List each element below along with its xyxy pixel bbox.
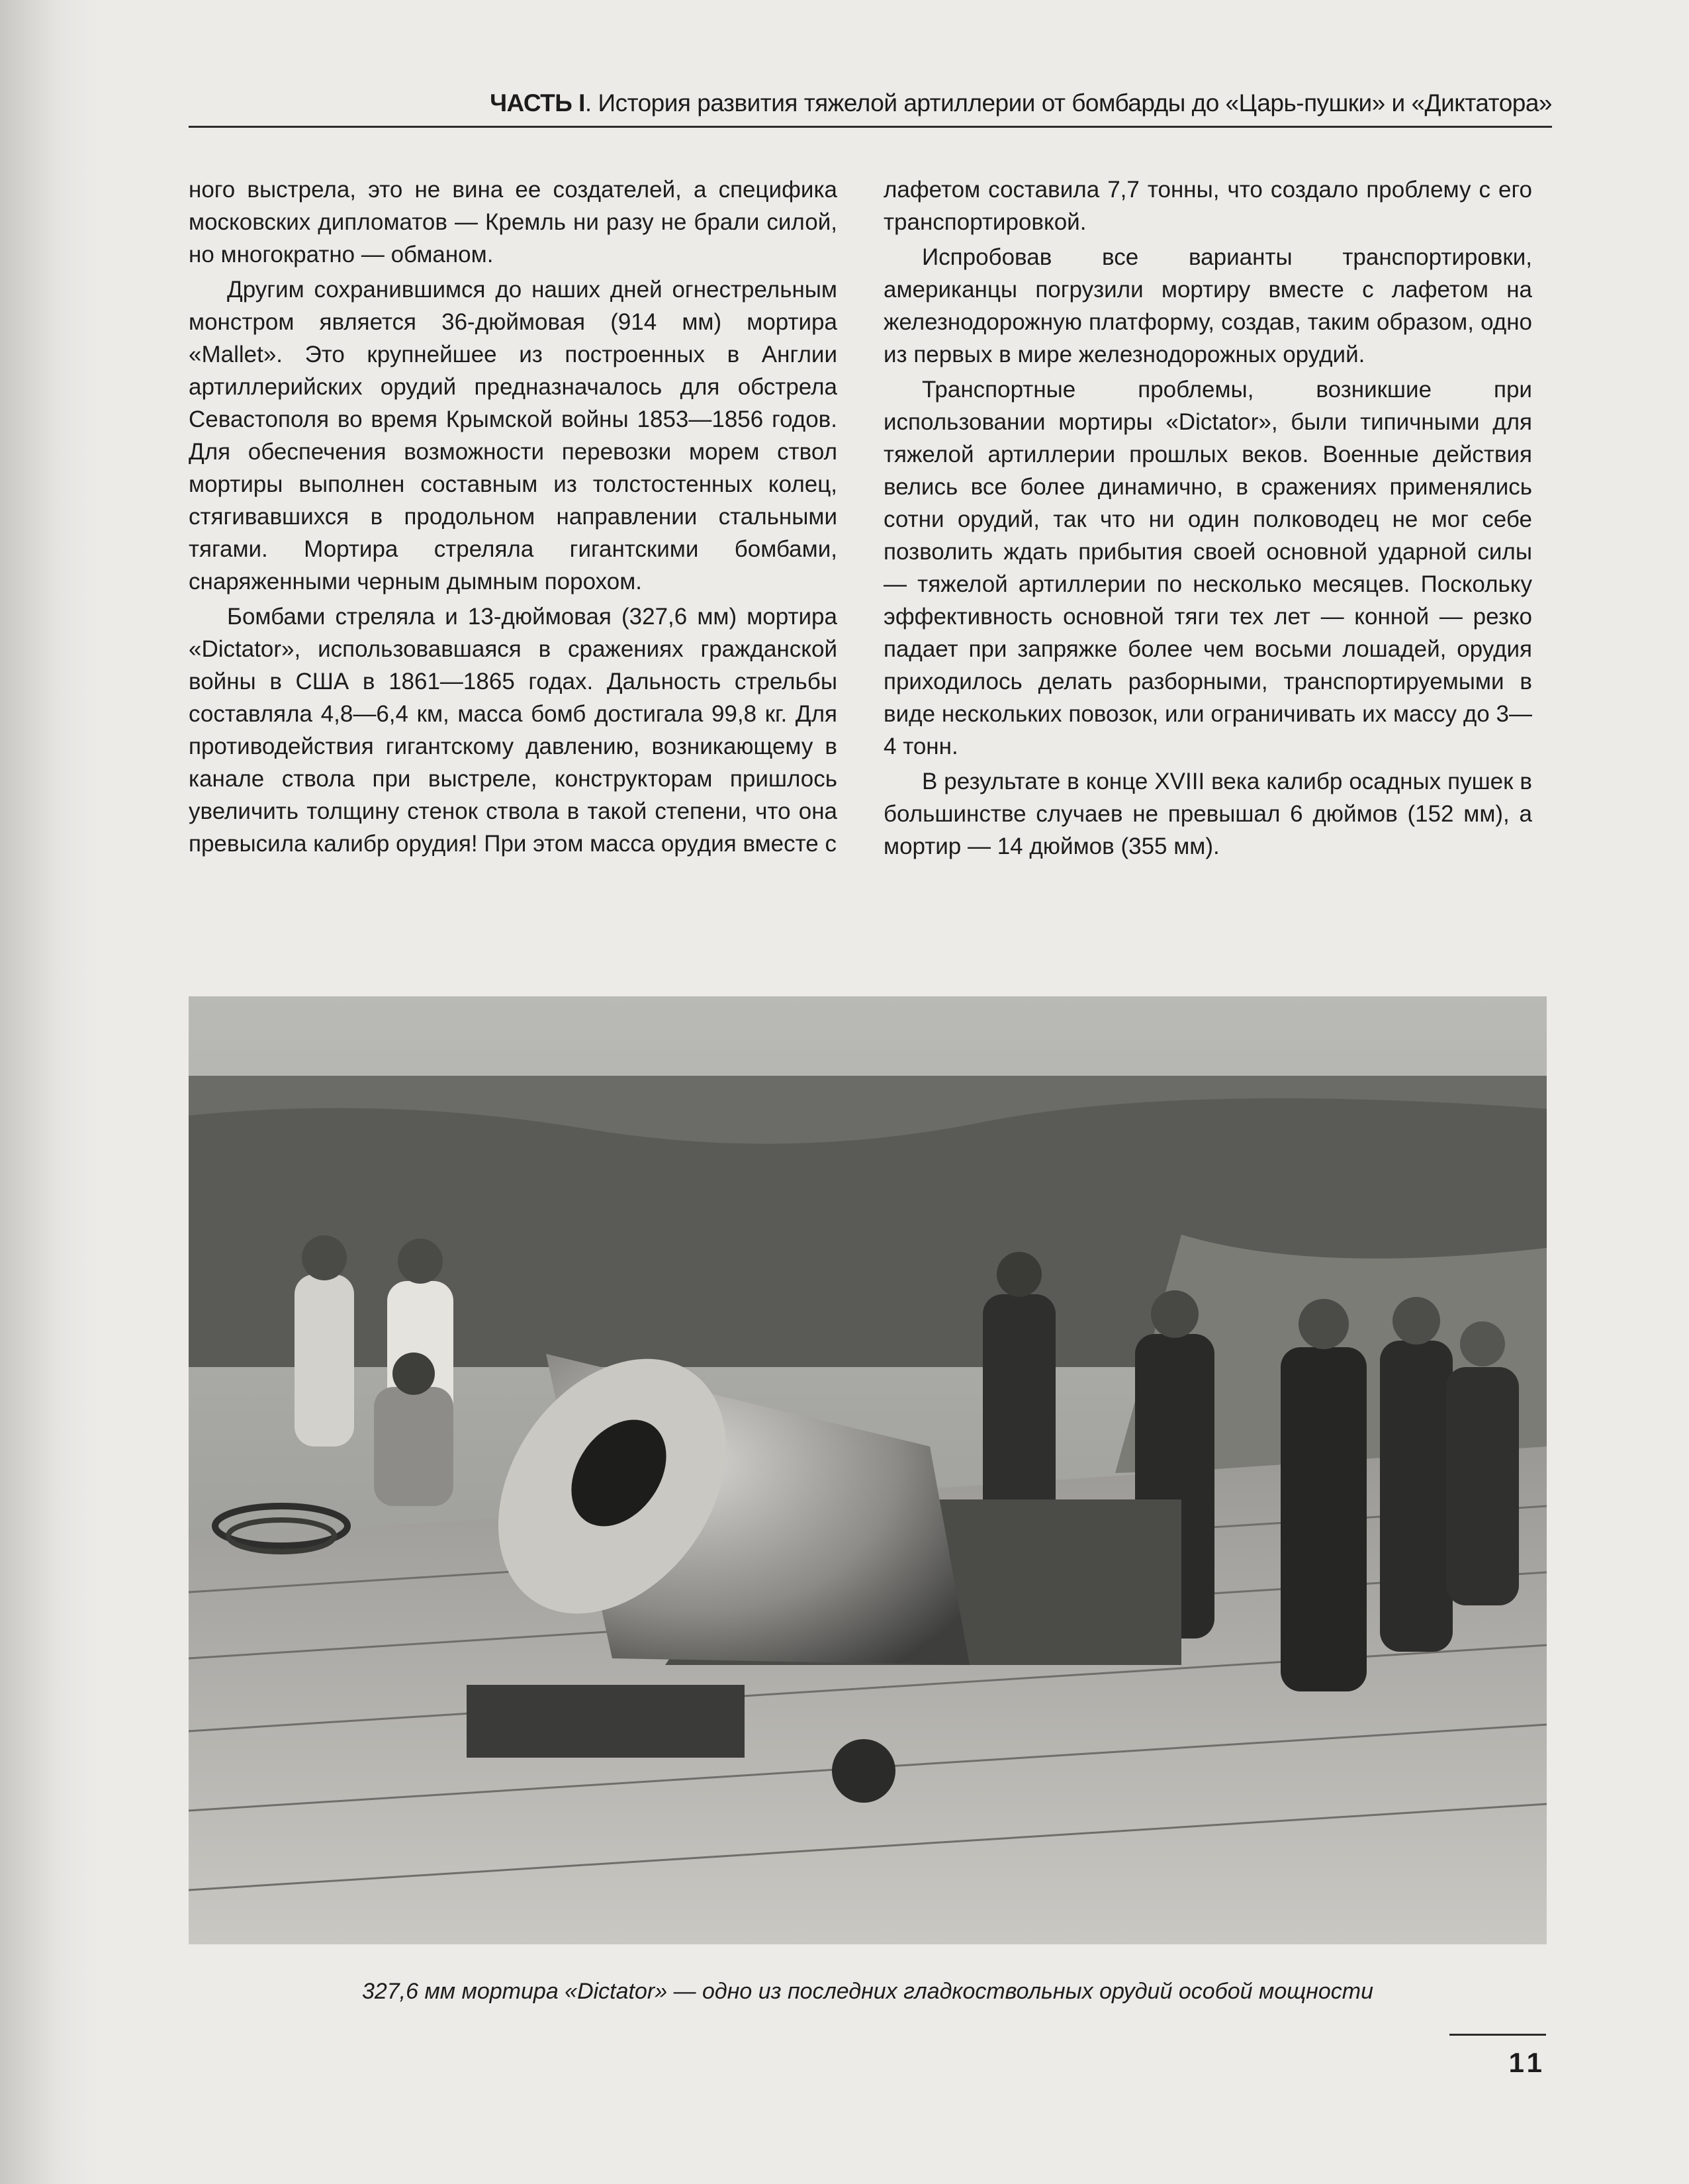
right-text-column xyxy=(884,173,1532,865)
running-header xyxy=(189,85,1552,122)
paragraph: Другим сохранившимся до наших дней огнестрельным монстром является 36-дюймовая (914 мм) мортира «Mallet». Это крупнейшее из построенных в Англии артиллерийских орудий предназначалось для обстрела Севастополя во время Крымской войны 1853—1856 годов. Для обеспечения возможности перевозки морем ствол мортиры выполнен составным из толстостенных колец, стягивавшихся в продольном направлении стальными тягами. Мортира стреляла гигантскими бомбами, снаряженными черным дымным порохом. xyxy=(189,277,837,594)
left-text-column xyxy=(189,173,837,863)
mortar-photograph xyxy=(189,996,1547,1944)
page-number: 11 xyxy=(1508,2047,1546,2078)
paragraph: Бомбами стреляла и 13-дюймовая (327,6 мм) мортира «Dictator», использовавшаяся в сражениях гражданской войны в США в 1861—1865 годах. Дальность стрельбы составляла 4,8—6,4 км, масса бомб достигала 99,8 кг. Для противодействия гигантскому давлению, возникающему в канале ствола при выстреле, конструкторам пришлось увеличить толщину стенок ствола в такой степени, что она превысила калибр орудия! При этом масса орудия вместе с xyxy=(189,604,837,857)
paragraph: Испробовав все варианты транспортировки, американцы погрузили мортиру вместе с лафетом на железнодорожную платформу, создав, таким образом, одно из первых в мире железнодорожных орудий. xyxy=(884,244,1532,367)
header-rule xyxy=(189,126,1552,128)
header-title: . История развития тяжелой артиллерии от бомбарды до «Царь-пушки» и «Диктатора» xyxy=(584,89,1552,117)
header-part-label: ЧАСТЬ I xyxy=(490,89,585,117)
paragraph: В результате в конце XVIII века калибр осадных пушек в большинстве случаев не превышал 6 дюймов (152 мм), а мортир — 14 дюймов (355 мм). xyxy=(884,769,1532,859)
paragraph: лафетом составила 7,7 тонны, что создало проблему с его транспортировкой. xyxy=(884,177,1532,235)
page-number-rule xyxy=(1449,2034,1546,2036)
paragraph: Транспортные проблемы, возникшие при использовании мортиры «Dictator», были типичными для тяжелой артиллерии прошлых веков. Военные действия велись все более динамично, в сражениях применялись сотни орудий, так что ни один полководец не мог себе позволить ждать прибытия своей основной ударной силы — тяжелой артиллерии по несколько месяцев. Поскольку эффективность основной тяги тех лет — конной — резко падает при запряжке более чем восьми лошадей, орудия приходилось делать разборными, транспортируемыми в виде нескольких повозок, или ограничивать их массу до 3—4 тонн. xyxy=(884,377,1532,759)
paragraph: ного выстрела, это не вина ее создателей, а специфика московских дипломатов — Кремль ни разу не брали силой, но многократно — обманом. xyxy=(189,177,837,267)
figure-caption: 327,6 мм мортира «Dictator» — одно из последних гладкоствольных орудий особой мощности xyxy=(361,1979,1374,2004)
binding-gutter-shadow xyxy=(0,0,99,2184)
